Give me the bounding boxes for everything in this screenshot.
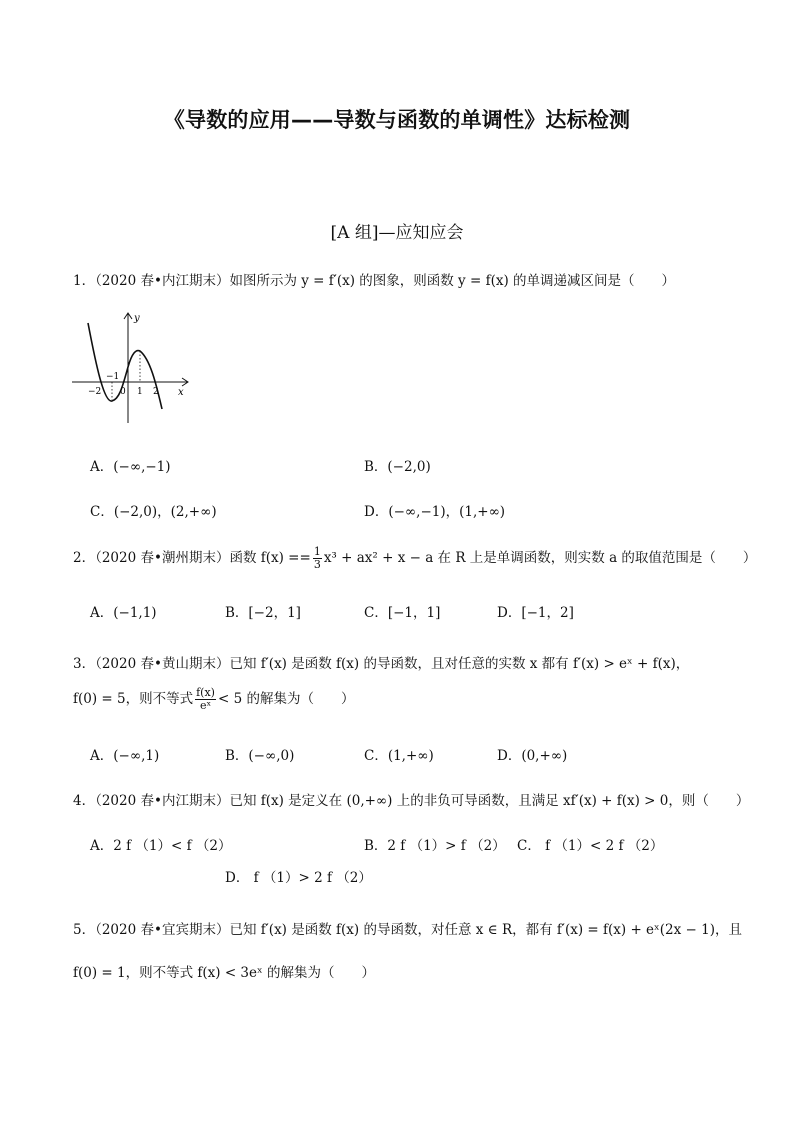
q4-option-d: D． f （1）> 2 f （2） bbox=[225, 870, 372, 886]
q2-option-d: D．[−1，2] bbox=[497, 605, 574, 621]
q3-fraction bbox=[195, 687, 216, 712]
group-heading: [A 组]—应知应会 bbox=[330, 223, 464, 243]
q3-option-a: A．(−∞,1) bbox=[90, 748, 160, 764]
tick-1: 1 bbox=[137, 387, 143, 397]
q1-option-b: B．(−2,0) bbox=[364, 459, 431, 475]
q3-option-b: B．(−∞,0) bbox=[225, 748, 295, 764]
page-title: 《导数的应用——导数与函数的单调性》达标检测 bbox=[163, 108, 631, 132]
q2-frac-num: 1 bbox=[313, 545, 321, 558]
q5-line2: f(0) = 1，则不等式 f(x) < 3eˣ 的解集为（ ） bbox=[73, 965, 376, 981]
q2-stem-pre: 2．（2020 春•潮州期末）函数 f(x) == bbox=[73, 550, 311, 566]
x-label: x bbox=[178, 387, 184, 398]
q4-option-a: A．2 f （1）< f （2） bbox=[90, 838, 232, 854]
tick-2: 2 bbox=[153, 387, 159, 397]
q1-derivative-graph bbox=[66, 305, 196, 429]
q2-option-b: B．[−2，1] bbox=[225, 605, 301, 621]
q4-option-b: B．2 f （1）> f （2） bbox=[364, 838, 506, 854]
q4-stem: 4．（2020 春•内江期末）已知 f(x) 是定义在 (0,+∞) 上的非负可导函数，且满足 xf′(x) + f(x) > 0，则（ ） bbox=[73, 793, 750, 809]
q3-frac-den: eˣ bbox=[199, 699, 212, 712]
q1-option-c: C．(−2,0)，(2,+∞) bbox=[90, 504, 217, 520]
q5-line1: 5．（2020 春•宜宾期末）已知 f′(x) 是函数 f(x) 的导函数，对任意 x ∈ R，都有 f′(x) = f(x) + eˣ(2x − 1)，且 bbox=[73, 922, 742, 938]
q1-stem: 1．（2020 春•内江期末）如图所示为 y = f′(x) 的图象，则函数 y = f(x) 的单调递减区间是（ ） bbox=[73, 273, 676, 289]
q2-stem-post: x³ + ax² + x − a 在 R 上是单调函数，则实数 a 的取值范围是（ ） bbox=[323, 550, 757, 566]
q1-option-d: D．(−∞,−1)，(1,+∞) bbox=[364, 504, 506, 520]
q2-option-a: A．(−1,1) bbox=[90, 605, 157, 621]
tick-0: 0 bbox=[120, 387, 126, 397]
q2-frac-den: 3 bbox=[313, 558, 321, 571]
q3-line1: 3．（2020 春•黄山期末）已知 f′(x) 是函数 f(x) 的导函数，且对任意的实数 x 都有 f′(x) > eˣ + f(x)， bbox=[73, 656, 690, 672]
q2-stem bbox=[73, 546, 756, 571]
q3-frac-num: f(x) bbox=[196, 686, 215, 699]
q3-line2 bbox=[73, 687, 354, 712]
y-label: y bbox=[134, 313, 140, 324]
q3-line2-pre: f(0) = 5，则不等式 bbox=[73, 691, 194, 707]
q4-option-c: C． f （1）< 2 f （2） bbox=[517, 838, 664, 854]
q2-option-c: C．[−1，1] bbox=[364, 605, 441, 621]
tick-neg2: −2 bbox=[88, 387, 102, 397]
tick-neg1: −1 bbox=[106, 372, 120, 382]
q3-option-d: D．(0,+∞) bbox=[497, 748, 568, 764]
q3-option-c: C．(1,+∞) bbox=[364, 748, 434, 764]
q3-line2-post: < 5 的解集为（ ） bbox=[217, 691, 355, 707]
q2-fraction bbox=[313, 546, 322, 571]
q1-option-a: A．(−∞,−1) bbox=[90, 459, 171, 475]
